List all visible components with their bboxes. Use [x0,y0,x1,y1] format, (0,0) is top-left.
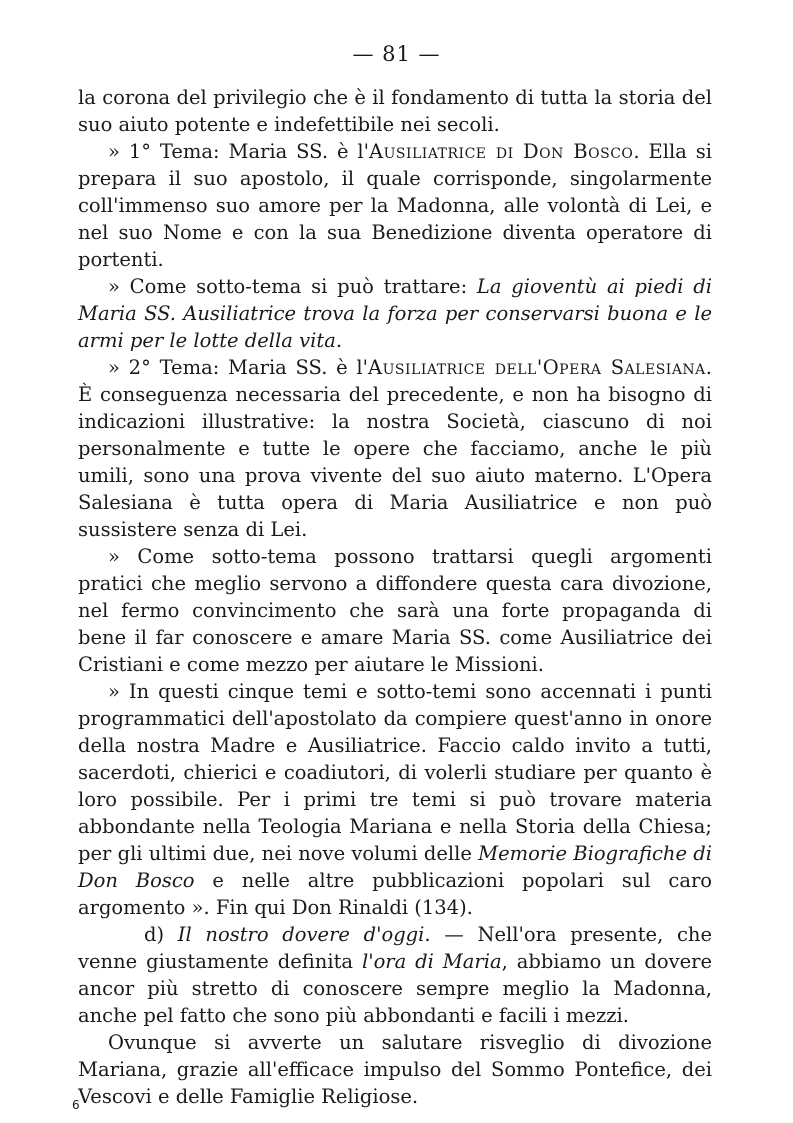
body-text-run: — Nell'ora presente, che venne giustamente definita [78,923,712,973]
body-text-run: . È conseguenza necessaria del precedente, e non ha bisogno di indicazioni illustrative: la nostra Società, ciascuno di noi personalmente e tutte le opere che facciamo, anche le più umili, sono una prova vivente del suo aiuto materno. L'Opera Salesiana è tutta opera di Maria Ausiliatrice e non può sussistere senza di Lei. [78,356,712,541]
smallcaps-text: Ausiliatrice di Don Bosco [368,140,634,163]
body-text-run: » Come sotto-tema possono trattarsi quegli argomenti pratici che meglio servono a diffondere questa cara divozione, nel fermo convincimento che sarà una forte propaganda di bene il far conoscere e amare Maria SS. come Ausiliatrice dei Cristiani e come mezzo per aiutare le Missioni. [78,545,712,676]
paragraph [78,84,712,138]
paragraph [78,138,712,273]
italic-text: La gioventù ai piedi di Maria SS. Ausiliatrice trova la forza per conservarsi buona e le armi per le lotte della vita. [78,275,713,352]
paragraph [78,273,712,354]
paragraph [78,543,712,678]
body-text-run: » Come sotto-tema si può trattare: [108,275,477,298]
body-text-run: , abbiamo un dovere ancor più stretto di conoscere sempre meglio la Madonna, anche pel fatto che sono più abbondanti e facili i mezzi. [78,950,712,1027]
page-number: — 81 — [352,42,441,66]
smallcaps-text: Ausiliatrice dell'Opera Salesiana [368,356,706,379]
body-text-run: » In questi cinque temi e sotto-temi sono accennati i punti programmatici dell'apostolato da compiere quest'anno in onore della nostra Madre e Ausiliatrice. Faccio caldo invito a tutti, sacerdoti, chierici e coadiutori, di volerli studiare per quanto è loro possibile. Per i primi tre temi si può trovare materia abbondante nella Teologia Mariana e nella Storia della Chiesa; per gli ultimi due, nei nove volumi delle [78,680,712,865]
paragraph [78,678,712,921]
italic-text: Memorie Biografiche di Don Bosco [78,842,712,892]
paragraph [78,921,712,1029]
body-text-run: d) [144,923,178,946]
body-text [78,84,712,1110]
body-text-run: » 2° Tema: Maria SS. è l' [108,356,369,379]
italic-text: Il nostro dovere d'oggi. [177,923,431,946]
paragraph [78,1029,712,1110]
body-text-run: . Ella si prepara il suo apostolo, il quale corrisponde, singolarmente coll'immenso suo amore per la Madonna, alle volontà di Lei, e nel suo Nome e con la sua Benedizione diventa operatore di portenti. [78,140,712,271]
body-text-run: e nelle altre pubblicazioni popolari sul caro argomento ». Fin qui Don Rinaldi (134). [78,869,713,919]
italic-text: l'ora di Maria [361,950,502,973]
body-text-run: Ovunque si avverte un salutare risveglio di divozione Mariana, grazie all'efficace impulso del Sommo Pontefice, dei Vescovi e delle Famiglie Religiose. [78,1031,712,1108]
paragraph [78,354,712,543]
body-text-run: » 1° Tema: Maria SS. è l' [108,140,369,163]
body-text-run: la corona del privilegio che è il fondamento di tutta la storia del suo aiuto potente e indefettibile nei secoli. [78,86,712,136]
signature-mark: 6 [72,1098,80,1112]
